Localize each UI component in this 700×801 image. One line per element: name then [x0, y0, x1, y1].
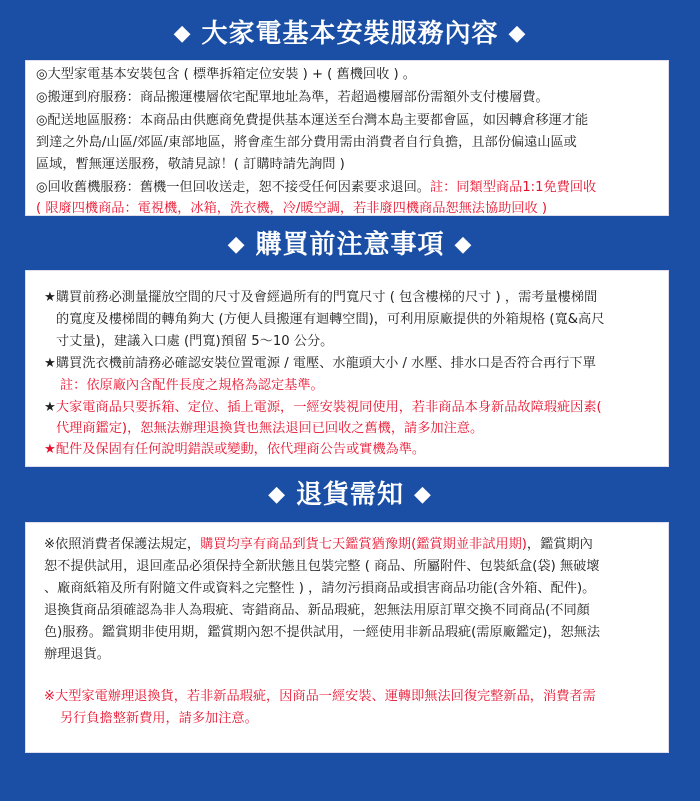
text-line: 區域，暫無運送服務，敬請見諒！( 訂購時請先詢問 ) [36, 157, 345, 172]
warning-line: 代理商鑑定)，恕無法辦理退換貨也無法退回已回收之舊機，請多加注意。 [56, 421, 484, 436]
text-line: 到達之外島/山區/郊區/東部地區，將會產生部分費用需由消費者自行負擔，且部份偏遠山區或 [36, 135, 577, 150]
recycle-note-line: ( 限廢四機商品：電視機，冰箱，洗衣機，冷/暖空調，若非廢四機商品恕無法協助回收 ) [36, 201, 548, 216]
text-line: 色)服務。鑑賞期非使用期，鑑賞期內恕不提供試用，一經使用非新品瑕疵(需原廠鑑定)，恕無法 [44, 625, 601, 640]
note-line: 註：依原廠內含配件長度之規格為認定基準。 [60, 378, 324, 393]
recycle-line [36, 178, 596, 198]
text-line: 恕不提供試用，退回產品必須保持全新狀態且包裝完整 ( 商品、所屬附件、包裝紙盒(袋) 無破壞 [44, 559, 600, 574]
text-line: ★購買前務必測量擺放空間的尺寸及會經過所有的門寬尺寸 ( 包含樓梯的尺寸 ) ，需考量樓梯間 [44, 290, 598, 305]
text-segment: ※依照消費者保護法規定， [44, 537, 201, 552]
warning-line [44, 398, 602, 418]
section-title: 購買前注意事項 [255, 230, 445, 260]
before-purchase-box [25, 270, 669, 467]
diamond-icon: ◆ [227, 232, 246, 257]
text-line: ◎搬運到府服務：商品搬運樓層依宅配單地址為準，若超過樓層部份需額外支付樓層費。 [36, 90, 549, 105]
section-title: 大家電基本安裝服務內容 [201, 19, 499, 49]
highlight-text: 購買均享有商品到貨七天鑑賞猶豫期(鑑賞期並非試用期) [200, 537, 527, 552]
diamond-icon: ◆ [268, 482, 286, 507]
text-line: ◎配送地區服務：本商品由供應商免費提供基本運送至台灣本島主要都會區，如因轉倉移運才能 [36, 113, 589, 128]
text-line: ◎大型家電基本安裝包含 ( 標準拆箱定位安裝 ) + ( 舊機回收 ) 。 [36, 67, 416, 82]
recycle-note: 註：同類型商品1:1免費回收 [429, 180, 597, 195]
section-heading-returns [0, 475, 700, 515]
section-heading-before-purchase [0, 225, 700, 265]
text-line: 的寬度及樓梯間的轉角夠大 (方便人員搬運有迴轉空間)，可利用原廠提供的外箱規格 (寬&高尺 [56, 312, 605, 327]
section-heading-installation [0, 14, 700, 54]
returns-info-box [25, 522, 669, 753]
text-segment: ，鑑賞期內 [526, 537, 593, 552]
text-line: ★購買洗衣機前請務必確認安裝位置電源 / 電壓、水龍頭大小 / 水壓、排水口是否符合再行下單 [44, 356, 596, 371]
star-icon: ★ [44, 400, 56, 415]
text-line: 、廠商紙箱及所有附隨文件或資料之完整性 ) ，請勿污損商品或損害商品功能(含外箱、配件)。 [44, 581, 596, 596]
section-title: 退貨需知 [295, 480, 404, 510]
warning-text: 大家電商品只要拆箱、定位、插上電源，一經安裝視同使用，若非商品本身新品故障瑕疵因素( [55, 400, 602, 415]
warning-line: ★配件及保固有任何說明錯誤或變動，依代理商公告或實機為準。 [44, 442, 426, 457]
diamond-icon: ◆ [454, 232, 473, 257]
text-line: 退換貨商品須確認為非人為瑕疵、寄錯商品、新品瑕疵，恕無法用原訂單交換不同商品(不同顏 [44, 603, 590, 618]
text-line: 辦理退貨。 [44, 647, 110, 662]
text-line: 寸丈量)，建議入口處 (門寬)預留 5～10 公分。 [56, 334, 334, 349]
diamond-icon: ◆ [414, 482, 432, 507]
diamond-icon: ◆ [173, 21, 192, 46]
recycle-text: ◎回收舊機服務：舊機一但回收送走，恕不接受任何因素要求退回。 [36, 180, 430, 195]
text-line [44, 535, 593, 555]
diamond-icon: ◆ [508, 21, 527, 46]
returns-warning-line: ※大型家電辦理退換貨，若非新品瑕疵，因商品一經安裝、運轉即無法回復完整新品，消費者需 [44, 689, 596, 704]
returns-warning-line: 另行負擔整新費用，請多加注意。 [60, 711, 258, 726]
installation-info-box [25, 60, 669, 216]
